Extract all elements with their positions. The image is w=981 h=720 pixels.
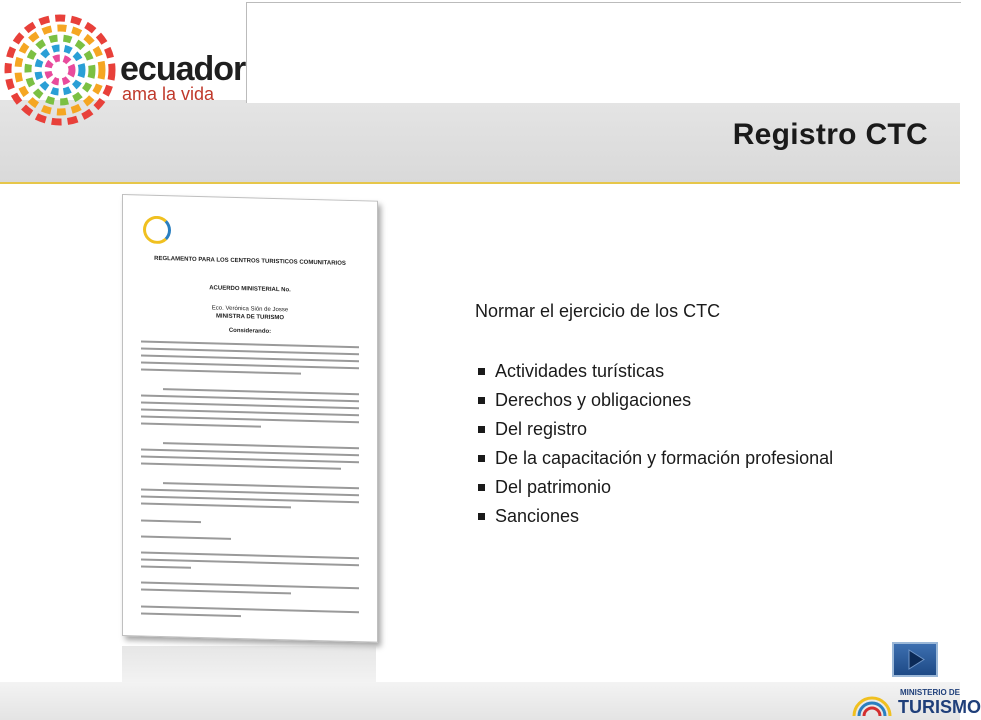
list-item: Del registro (475, 415, 833, 444)
document-subheading: ACUERDO MINISTERIAL No. (209, 285, 291, 294)
next-slide-button[interactable] (892, 642, 938, 677)
ecuador-sun-icon (0, 8, 123, 133)
bullet-square-icon (478, 397, 485, 404)
play-right-icon (894, 644, 936, 675)
logo-wordmark: ecuador (120, 50, 246, 88)
turismo-label: TURISMO (898, 697, 981, 717)
ministerio-label: MINISTERIO DE (900, 688, 961, 697)
document-preview (122, 194, 378, 643)
footer-band (0, 682, 960, 720)
list-item: Actividades turísticas (475, 357, 833, 386)
header-accent-rule (0, 182, 960, 184)
document-ministry: MINISTRA DE TURISMO (215, 313, 285, 322)
logo-tagline: ama la vida (122, 84, 215, 104)
list-item: De la capacitación y formación profesional (475, 444, 833, 473)
bullet-square-icon (478, 513, 485, 520)
ecuador-logo (0, 10, 250, 130)
bullet-square-icon (478, 368, 485, 375)
ministerio-turismo-logo (848, 686, 981, 720)
list-item: Sanciones (475, 502, 833, 531)
document-heading: REGLAMENTO PARA LOS CENTROS TURISTICOS COMUNITARIOS (154, 255, 346, 267)
bullet-square-icon (478, 426, 485, 433)
bullet-square-icon (478, 455, 485, 462)
document-considerando: Considerando: (228, 327, 272, 335)
ministerio-sun-icon (848, 686, 896, 720)
document-author: Eco. Verónica Sión de Josse (211, 305, 289, 314)
header-tab-shape (246, 2, 961, 103)
list-item: Del patrimonio (475, 473, 833, 502)
content-lead-text: Normar el ejercicio de los CTC (475, 301, 721, 321)
bullet-square-icon (478, 484, 485, 491)
topic-list (475, 357, 833, 531)
list-item: Derechos y obligaciones (475, 386, 833, 415)
document-logo-icon (143, 216, 171, 245)
page-title: Registro CTC (732, 118, 928, 151)
